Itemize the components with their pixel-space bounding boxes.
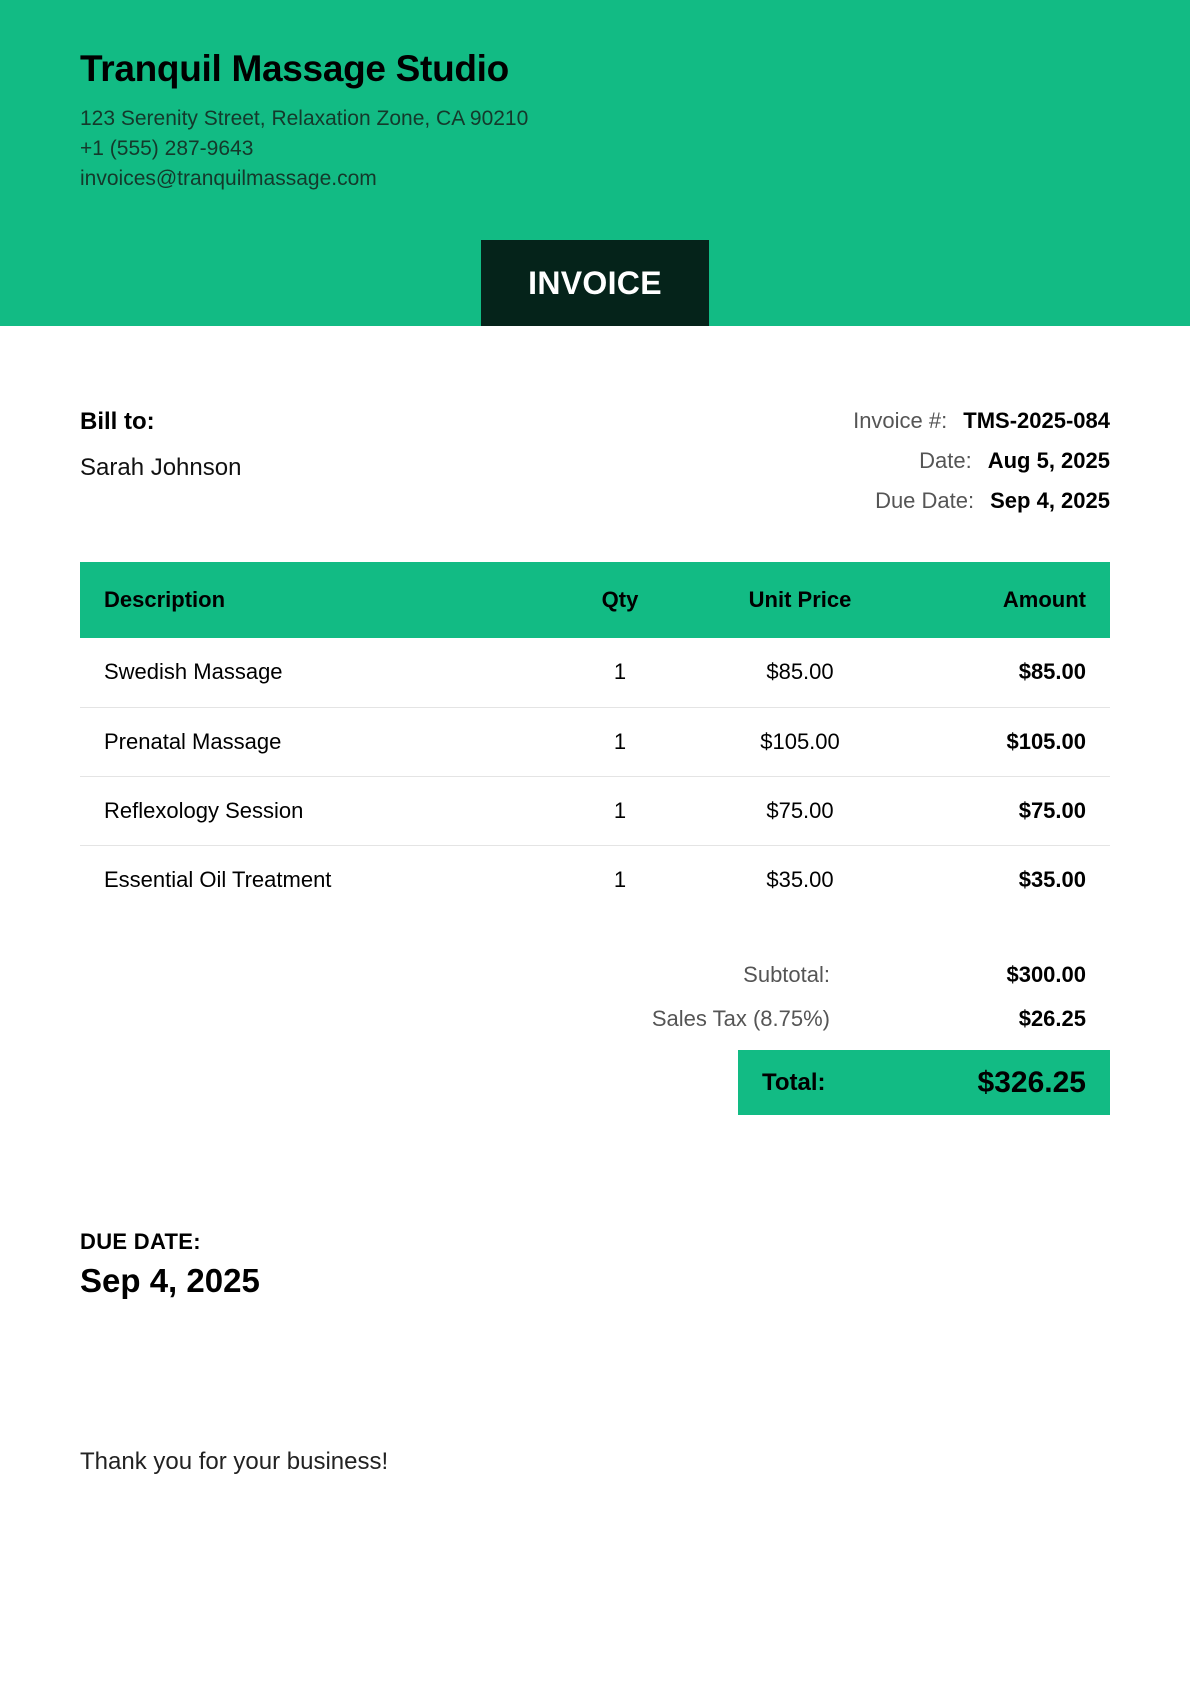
row-unit-price: $85.00 bbox=[680, 638, 920, 707]
row-unit-price: $75.00 bbox=[680, 776, 920, 845]
row-qty: 1 bbox=[560, 638, 680, 707]
sales-tax-row bbox=[651, 1004, 1110, 1034]
row-amount: $85.00 bbox=[920, 638, 1110, 707]
total-value: $326.25 bbox=[977, 1065, 1086, 1099]
table-row bbox=[80, 845, 1110, 914]
header-description: Description bbox=[80, 562, 560, 638]
row-unit-price: $105.00 bbox=[680, 707, 920, 776]
row-qty: 1 bbox=[560, 776, 680, 845]
company-email: invoices@tranquilmassage.com bbox=[80, 167, 377, 190]
due-date-label: Due Date: bbox=[875, 488, 975, 513]
row-amount: $35.00 bbox=[1018, 866, 1086, 892]
row-description: Swedish Massage bbox=[80, 638, 560, 707]
total-row bbox=[738, 1050, 1110, 1115]
invoice-number-label: Invoice #: bbox=[853, 408, 948, 433]
header-amount: Amount bbox=[920, 562, 1110, 638]
table-header-row bbox=[80, 562, 1110, 638]
subtotal-label: Subtotal: bbox=[743, 962, 830, 987]
bill-to-label: Bill to: bbox=[80, 408, 155, 435]
row-unit-price: $35.00 bbox=[766, 866, 834, 892]
row-amount: $105.00 bbox=[920, 707, 1110, 776]
row-amount: $75.00 bbox=[920, 776, 1110, 845]
invoice-number-value: TMS-2025-084 bbox=[963, 408, 1110, 433]
due-date-heading: DUE DATE: bbox=[80, 1229, 201, 1254]
row-qty: 1 bbox=[560, 707, 680, 776]
sales-tax-value: $26.25 bbox=[1018, 1006, 1086, 1031]
header-qty: Qty bbox=[560, 562, 680, 638]
table-row bbox=[80, 638, 1110, 707]
subtotal-row bbox=[738, 960, 1110, 990]
line-items-table bbox=[80, 562, 1110, 914]
table-row bbox=[80, 776, 1110, 845]
invoice-header bbox=[0, 0, 1190, 326]
total-label: Total: bbox=[762, 1068, 826, 1096]
invoice-date-value: Aug 5, 2025 bbox=[987, 448, 1110, 473]
invoice-date-label: Date: bbox=[919, 448, 972, 473]
company-phone: +1 (555) 287-9643 bbox=[80, 137, 254, 160]
row-description: Reflexology Session bbox=[80, 776, 560, 845]
company-address: 123 Serenity Street, Relaxation Zone, CA 90210 bbox=[80, 107, 529, 130]
row-description: Prenatal Massage bbox=[80, 707, 560, 776]
row-description: Essential Oil Treatment bbox=[104, 866, 332, 892]
due-date-value: Sep 4, 2025 bbox=[990, 488, 1110, 513]
thank-you-note: Thank you for your business! bbox=[80, 1448, 389, 1475]
due-date-large: Sep 4, 2025 bbox=[80, 1262, 260, 1299]
header-unit-price: Unit Price bbox=[680, 562, 920, 638]
invoice-title-banner: INVOICE bbox=[481, 240, 709, 326]
subtotal-value: $300.00 bbox=[1006, 962, 1086, 987]
table-row bbox=[80, 707, 1110, 776]
row-qty: 1 bbox=[613, 866, 627, 892]
due-date-row bbox=[875, 488, 1110, 514]
invoice-number-row bbox=[853, 408, 1110, 434]
company-name: Tranquil Massage Studio bbox=[80, 48, 509, 89]
sales-tax-label: Sales Tax (8.75%) bbox=[651, 1006, 830, 1031]
bill-to-name: Sarah Johnson bbox=[80, 454, 242, 481]
invoice-date-row bbox=[919, 448, 1110, 474]
